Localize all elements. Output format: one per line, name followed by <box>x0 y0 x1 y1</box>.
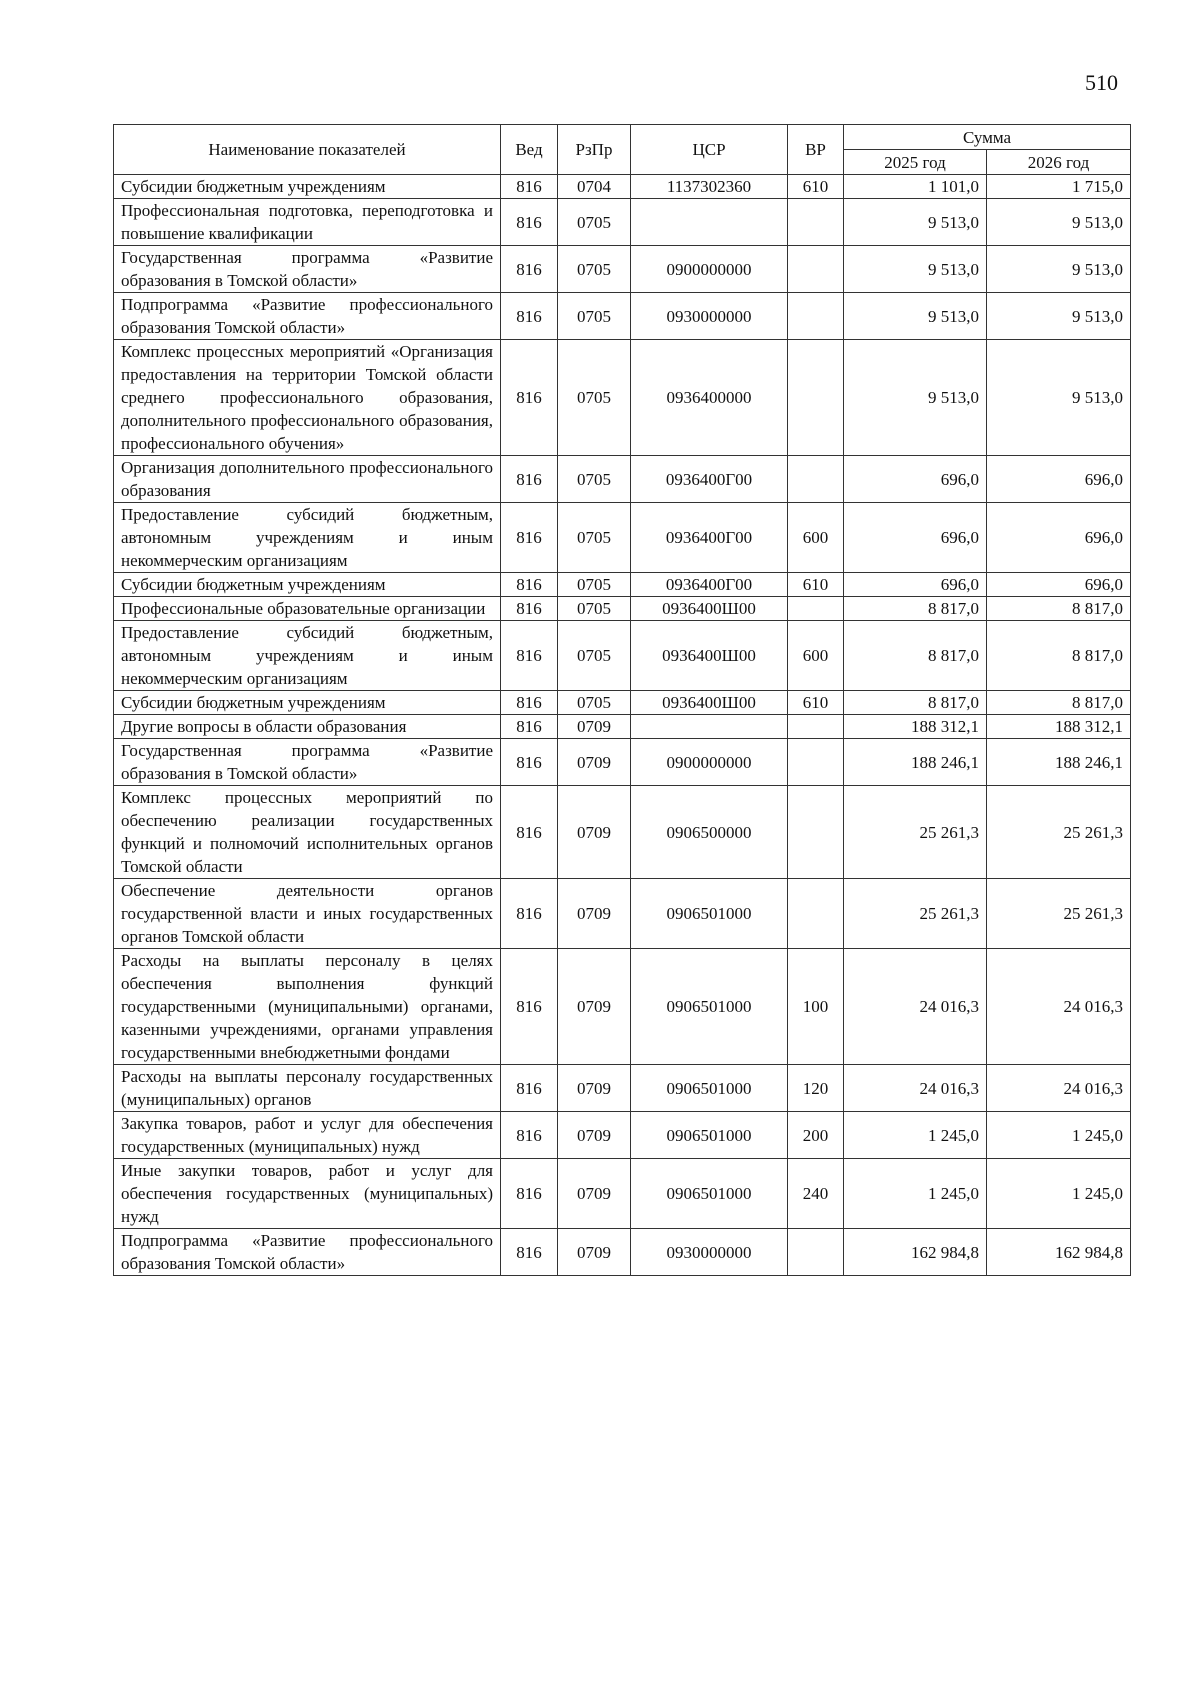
row-ved-cell: 816 <box>501 1112 558 1159</box>
row-rzpr-cell: 0705 <box>558 293 631 340</box>
row-vr-cell <box>788 739 844 786</box>
row-name-cell: Государственная программа «Развитие образования в Томской области» <box>114 246 501 293</box>
header-name: Наименование показателей <box>114 125 501 175</box>
row-sum-2025-cell: 24 016,3 <box>844 1065 987 1112</box>
row-name-cell: Расходы на выплаты персоналу в целях обеспечения выполнения функций государственными (муниципальными) органами, казенными учреждениями, органами управления государственными внебюджетными фондами <box>114 949 501 1065</box>
header-ved: Вед <box>501 125 558 175</box>
row-vr-cell: 120 <box>788 1065 844 1112</box>
table-row <box>114 597 1131 621</box>
row-vr-cell <box>788 340 844 456</box>
row-sum-2025-cell: 1 101,0 <box>844 175 987 199</box>
row-csr-cell: 0930000000 <box>631 1229 788 1276</box>
row-csr-cell: 0906501000 <box>631 949 788 1065</box>
row-vr-cell <box>788 1229 844 1276</box>
table-row <box>114 786 1131 879</box>
row-rzpr-cell: 0709 <box>558 1112 631 1159</box>
row-name-cell: Субсидии бюджетным учреждениям <box>114 175 501 199</box>
row-vr-cell <box>788 199 844 246</box>
row-sum-2025-cell: 8 817,0 <box>844 621 987 691</box>
row-vr-cell <box>788 879 844 949</box>
row-ved-cell: 816 <box>501 786 558 879</box>
table-row <box>114 199 1131 246</box>
row-rzpr-cell: 0705 <box>558 456 631 503</box>
table-row <box>114 340 1131 456</box>
header-year-2025: 2025 год <box>844 150 987 175</box>
row-csr-cell: 0936400Г00 <box>631 573 788 597</box>
row-ved-cell: 816 <box>501 175 558 199</box>
row-ved-cell: 816 <box>501 715 558 739</box>
row-vr-cell: 200 <box>788 1112 844 1159</box>
row-sum-2025-cell: 8 817,0 <box>844 691 987 715</box>
budget-table <box>113 124 1131 1276</box>
row-ved-cell: 816 <box>501 293 558 340</box>
row-vr-cell <box>788 246 844 293</box>
row-ved-cell: 816 <box>501 691 558 715</box>
row-sum-2026-cell: 1 245,0 <box>987 1112 1131 1159</box>
row-sum-2026-cell: 24 016,3 <box>987 1065 1131 1112</box>
row-name-cell: Профессиональные образовательные организации <box>114 597 501 621</box>
row-name-cell: Другие вопросы в области образования <box>114 715 501 739</box>
row-ved-cell: 816 <box>501 879 558 949</box>
table-row <box>114 691 1131 715</box>
row-name-cell: Закупка товаров, работ и услуг для обеспечения государственных (муниципальных) нужд <box>114 1112 501 1159</box>
row-ved-cell: 816 <box>501 573 558 597</box>
table-row <box>114 175 1131 199</box>
row-name-cell: Расходы на выплаты персоналу государственных (муниципальных) органов <box>114 1065 501 1112</box>
row-rzpr-cell: 0709 <box>558 1229 631 1276</box>
row-sum-2026-cell: 8 817,0 <box>987 621 1131 691</box>
table-row <box>114 1159 1131 1229</box>
row-ved-cell: 816 <box>501 1229 558 1276</box>
row-ved-cell: 816 <box>501 456 558 503</box>
table-row <box>114 1112 1131 1159</box>
row-rzpr-cell: 0709 <box>558 715 631 739</box>
row-vr-cell: 100 <box>788 949 844 1065</box>
row-vr-cell: 600 <box>788 503 844 573</box>
row-ved-cell: 816 <box>501 1065 558 1112</box>
row-vr-cell <box>788 597 844 621</box>
row-name-cell: Предоставление субсидий бюджетным, автономным учреждениям и иным некоммерческим организациям <box>114 503 501 573</box>
row-sum-2026-cell: 162 984,8 <box>987 1229 1131 1276</box>
row-vr-cell <box>788 456 844 503</box>
row-rzpr-cell: 0705 <box>558 503 631 573</box>
row-sum-2025-cell: 9 513,0 <box>844 199 987 246</box>
row-csr-cell: 1137302360 <box>631 175 788 199</box>
row-name-cell: Профессиональная подготовка, переподготовка и повышение квалификации <box>114 199 501 246</box>
row-sum-2026-cell: 8 817,0 <box>987 597 1131 621</box>
row-rzpr-cell: 0704 <box>558 175 631 199</box>
row-rzpr-cell: 0705 <box>558 691 631 715</box>
row-sum-2025-cell: 8 817,0 <box>844 597 987 621</box>
row-csr-cell: 0930000000 <box>631 293 788 340</box>
row-rzpr-cell: 0709 <box>558 879 631 949</box>
row-sum-2025-cell: 9 513,0 <box>844 340 987 456</box>
row-vr-cell: 610 <box>788 691 844 715</box>
row-csr-cell: 0906501000 <box>631 1065 788 1112</box>
row-vr-cell <box>788 715 844 739</box>
row-sum-2026-cell: 188 246,1 <box>987 739 1131 786</box>
row-sum-2025-cell: 24 016,3 <box>844 949 987 1065</box>
row-csr-cell: 0906501000 <box>631 879 788 949</box>
row-name-cell: Комплекс процессных мероприятий по обеспечению реализации государственных функций и полномочий исполнительных органов Томской области <box>114 786 501 879</box>
table-row <box>114 949 1131 1065</box>
row-rzpr-cell: 0709 <box>558 1065 631 1112</box>
header-sum: Сумма <box>844 125 1131 150</box>
row-name-cell: Обеспечение деятельности органов государственной власти и иных государственных органов Томской области <box>114 879 501 949</box>
row-sum-2026-cell: 25 261,3 <box>987 786 1131 879</box>
row-csr-cell: 0906501000 <box>631 1159 788 1229</box>
row-sum-2026-cell: 9 513,0 <box>987 340 1131 456</box>
table-row <box>114 739 1131 786</box>
row-ved-cell: 816 <box>501 1159 558 1229</box>
header-year-2026: 2026 год <box>987 150 1131 175</box>
row-name-cell: Субсидии бюджетным учреждениям <box>114 573 501 597</box>
row-vr-cell: 610 <box>788 175 844 199</box>
row-sum-2025-cell: 25 261,3 <box>844 786 987 879</box>
row-sum-2026-cell: 696,0 <box>987 503 1131 573</box>
row-rzpr-cell: 0705 <box>558 573 631 597</box>
row-csr-cell: 0900000000 <box>631 739 788 786</box>
row-name-cell: Подпрограмма «Развитие профессионального образования Томской области» <box>114 293 501 340</box>
row-sum-2025-cell: 1 245,0 <box>844 1159 987 1229</box>
row-rzpr-cell: 0709 <box>558 1159 631 1229</box>
row-ved-cell: 816 <box>501 597 558 621</box>
row-rzpr-cell: 0705 <box>558 340 631 456</box>
row-csr-cell: 0936400Ш00 <box>631 597 788 621</box>
row-rzpr-cell: 0705 <box>558 597 631 621</box>
table-row <box>114 456 1131 503</box>
table-row <box>114 621 1131 691</box>
table-row <box>114 293 1131 340</box>
row-vr-cell: 240 <box>788 1159 844 1229</box>
row-name-cell: Иные закупки товаров, работ и услуг для обеспечения государственных (муниципальных) нужд <box>114 1159 501 1229</box>
row-csr-cell: 0936400Г00 <box>631 456 788 503</box>
row-rzpr-cell: 0705 <box>558 199 631 246</box>
row-csr-cell: 0906500000 <box>631 786 788 879</box>
row-ved-cell: 816 <box>501 949 558 1065</box>
table-row <box>114 1229 1131 1276</box>
row-sum-2025-cell: 696,0 <box>844 456 987 503</box>
row-csr-cell: 0936400Г00 <box>631 503 788 573</box>
table-row <box>114 715 1131 739</box>
page-number: 510 <box>1085 70 1118 95</box>
row-sum-2026-cell: 9 513,0 <box>987 199 1131 246</box>
row-sum-2026-cell: 696,0 <box>987 573 1131 597</box>
row-ved-cell: 816 <box>501 340 558 456</box>
row-sum-2025-cell: 696,0 <box>844 573 987 597</box>
row-sum-2026-cell: 1 245,0 <box>987 1159 1131 1229</box>
table-row <box>114 503 1131 573</box>
row-ved-cell: 816 <box>501 621 558 691</box>
row-name-cell: Подпрограмма «Развитие профессионального образования Томской области» <box>114 1229 501 1276</box>
table-row <box>114 1065 1131 1112</box>
row-name-cell: Субсидии бюджетным учреждениям <box>114 691 501 715</box>
row-sum-2025-cell: 1 245,0 <box>844 1112 987 1159</box>
row-sum-2025-cell: 9 513,0 <box>844 293 987 340</box>
row-sum-2025-cell: 188 312,1 <box>844 715 987 739</box>
row-csr-cell <box>631 199 788 246</box>
row-sum-2026-cell: 24 016,3 <box>987 949 1131 1065</box>
row-ved-cell: 816 <box>501 739 558 786</box>
row-name-cell: Организация дополнительного профессионального образования <box>114 456 501 503</box>
header-csr: ЦСР <box>631 125 788 175</box>
row-sum-2025-cell: 25 261,3 <box>844 879 987 949</box>
row-sum-2026-cell: 696,0 <box>987 456 1131 503</box>
table-row <box>114 246 1131 293</box>
row-sum-2026-cell: 9 513,0 <box>987 246 1131 293</box>
row-name-cell: Предоставление субсидий бюджетным, автономным учреждениям и иным некоммерческим организациям <box>114 621 501 691</box>
row-vr-cell: 600 <box>788 621 844 691</box>
row-rzpr-cell: 0709 <box>558 739 631 786</box>
row-name-cell: Комплекс процессных мероприятий «Организация предоставления на территории Томской области среднего профессионального образования, дополнительного профессионального образования, профессионального обучения» <box>114 340 501 456</box>
row-rzpr-cell: 0705 <box>558 246 631 293</box>
row-csr-cell: 0900000000 <box>631 246 788 293</box>
table-row <box>114 879 1131 949</box>
row-name-cell: Государственная программа «Развитие образования в Томской области» <box>114 739 501 786</box>
row-vr-cell <box>788 293 844 340</box>
row-sum-2025-cell: 696,0 <box>844 503 987 573</box>
row-vr-cell <box>788 786 844 879</box>
table-body <box>114 175 1131 1276</box>
row-ved-cell: 816 <box>501 199 558 246</box>
row-rzpr-cell: 0709 <box>558 949 631 1065</box>
row-csr-cell: 0936400Ш00 <box>631 691 788 715</box>
row-sum-2026-cell: 8 817,0 <box>987 691 1131 715</box>
row-ved-cell: 816 <box>501 246 558 293</box>
row-ved-cell: 816 <box>501 503 558 573</box>
row-rzpr-cell: 0705 <box>558 621 631 691</box>
row-csr-cell: 0906501000 <box>631 1112 788 1159</box>
row-sum-2026-cell: 188 312,1 <box>987 715 1131 739</box>
row-sum-2025-cell: 9 513,0 <box>844 246 987 293</box>
row-vr-cell: 610 <box>788 573 844 597</box>
row-sum-2026-cell: 25 261,3 <box>987 879 1131 949</box>
table-row <box>114 573 1131 597</box>
header-vr: ВР <box>788 125 844 175</box>
row-sum-2026-cell: 1 715,0 <box>987 175 1131 199</box>
row-csr-cell: 0936400000 <box>631 340 788 456</box>
row-sum-2025-cell: 162 984,8 <box>844 1229 987 1276</box>
row-sum-2025-cell: 188 246,1 <box>844 739 987 786</box>
row-sum-2026-cell: 9 513,0 <box>987 293 1131 340</box>
row-csr-cell <box>631 715 788 739</box>
row-rzpr-cell: 0709 <box>558 786 631 879</box>
header-rzpr: РзПр <box>558 125 631 175</box>
row-csr-cell: 0936400Ш00 <box>631 621 788 691</box>
